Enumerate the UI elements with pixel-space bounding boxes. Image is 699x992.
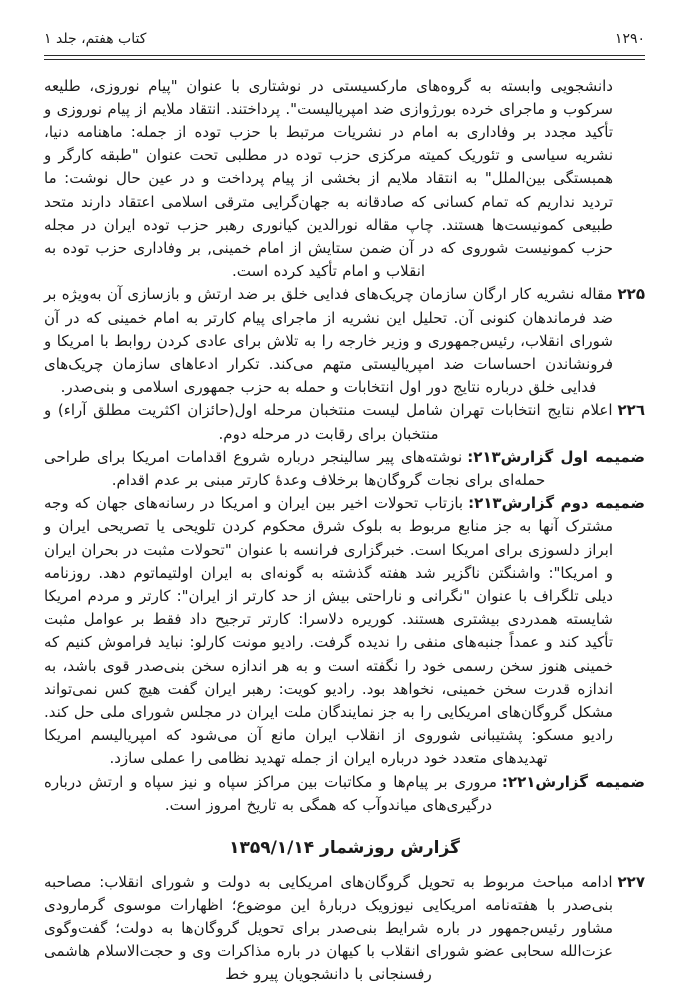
item-number: ۲۲۵ bbox=[617, 285, 645, 304]
appendix-label: ضمیمه گزارش۲۲۱: bbox=[501, 772, 645, 791]
appendix-label: ضمیمه دوم گزارش۲۱۳: bbox=[468, 494, 645, 513]
page-body bbox=[44, 75, 645, 987]
appendix-text: نوشته‌های پیر سالینجر درباره شروع اقدامات امریکا برای طراحی حمله‌ای برای نجات گروگان‌ها برخلاف وعدۀ کارتر مبنی بر عدم اقدام. bbox=[44, 447, 546, 490]
appendix-item-213-1 bbox=[44, 446, 645, 492]
section-heading: گزارش روزشمار ۱۳۵۹/۱/۱۴ bbox=[229, 838, 460, 859]
item-text: اعلام نتایج انتخابات تهران شامل لیست منتخبان مرحله اول(حائزان اکثریت مطلق آراء) و منتخبان برای رقابت در مرحله دوم. bbox=[44, 401, 613, 443]
paragraph-continuation: دانشجویی وابسته به گروه‌های مارکسیستی در نوشتاری با عنوان "پیام نوروزی، طلیعه سرکوب و ماجرای خرده بورژوازی ضد امپریالیست". پرداختند. انتقاد ملایم از پیام نوروزی و تأکید مجدد بر وفاداری به امام در نشریات مرتبط با حزب توده از جمله: ماهنامه دنیا، نشریه سیاسی و تئوریک کمیته مرکزی حزب توده در مطلبی تحت عنوان "طبقه کارگر و همبستگی بین‌الملل" به انتقاد ملایم از بخشی از پیام پرداخت و در عین حال نوشت: ما تردید نداریم که تمام کسانی که صادقانه به جهان‌گرایی مترقی اسلامی اعتقاد دارند متحد طبیعی کمونیست‌ها هستند. چاپ مقاله نورالدین کیانوری رهبر حزب توده ایران در مجله حزب کمونیست شوروی که در آن ضمن ستایش از امام خمینی, بر وفاداری حزب توده به انقلاب و امام تأکید کرده است. bbox=[44, 76, 613, 281]
item-number: ۲۲٦ bbox=[617, 401, 645, 420]
appendix-text: مروری بر پیام‌ها و مکاتبات بین مراکز سپاه و نیز سپاه و ارتش درباره درگیری‌های میاندوآب که همگی به تاریخ امروز است. bbox=[44, 772, 497, 814]
numbered-item-225 bbox=[44, 283, 645, 399]
numbered-item-226 bbox=[44, 399, 645, 445]
book-title: کتاب هفتم، جلد ۱ bbox=[44, 31, 147, 47]
page-header bbox=[44, 30, 645, 55]
item-text: ادامه مباحث مربوط به تحویل گروگان‌های امریکایی به دولت و شورای انقلاب: مصاحبه بنی‌صدر با هفته‌نامه امریکایی نیوزویک دربارۀ این موضوع؛ اظهارات موسوی گرمارودی مشاور رئیس‌جمهور در باره شرایط بنی‌صدر برای تحویل گروگان‌ها به دولت؛ گفت‌وگوی عزت‌الله سحابی عضو شورای انقلاب با کیهان در باره مذاکرات وی و حجت‌الاسلام هاشمی رفسنجانی با دانشجویان پیرو خط bbox=[44, 872, 613, 984]
page-number: ۱۲۹۰ bbox=[614, 31, 645, 47]
item-number: ۲۲۷ bbox=[617, 872, 645, 891]
appendix-label: ضمیمه اول گزارش۲۱۳: bbox=[467, 447, 645, 466]
numbered-item-227 bbox=[44, 871, 645, 987]
appendix-text: بازتاب تحولات اخیر بین ایران و امریکا در رسانه‌های جهان که وجه مشترک آنها به جز منابع مربوط به بلوک شرق محکوم کردن تلویحی یا تصریحی ایران و ابراز دلسوزی برای امریکا است. خبرگزاری فرانسه با عنوان "تحولات مثبت در بحران ایران و امریکا": واشنگتن ناگزیر شد هفته گذشته به گونه‌ای به ایران اولتیماتوم دهد. روزنامه دیلی تلگراف با عنوان "نگرانی و ناراحتی بیش از حد کارتر از ایران": کارتر و مردم امریکا شایسته همدردی بیشتری هستند. کوریره دلاسرا: کارتر ترجیح داد فقط بر عوامل مثبت تأکید کند و عمداً جنبه‌های منفی را ندیده گرفت. رادیو مونت کارلو: نباید فراموش کنیم که خمینی هنوز سخن رسمی خود را نگفته است و به هر اندازه سخن بنی‌صدر قوی باشد، به اندازه قدرت سخن خمینی، نخواهد بود. رادیو کویت: رهبر ایران گفت هیچ کس نمی‌تواند مشکل گروگان‌های امریکایی را به جز نمایندگان ملت ایران در مجلس شورای ملی حل کند. رادیو مسکو: پشتیبانی شوروی از انقلاب ایران مانع آن می‌شود که امپریالیسم امریکا تهدیدهای متعدد خود درباره ایران از جمله تهدید نظامی را عملی سازد. bbox=[44, 494, 613, 768]
appendix-item-221 bbox=[44, 771, 645, 817]
appendix-item-213-2 bbox=[44, 492, 645, 770]
item-text: مقاله نشریه کار ارگان سازمان چریک‌های فدایی خلق بر ضد ارتش و بازسازی آن به‌ویژه بر ضد فرماندهان کنونی آن. تحلیل این نشریه از ماجرای پیام کارتر به امام خمینی که در آن شورای انقلاب، رئیس‌جمهوری و وزیر خارجه را به تلاش برای عادی کردن روابط با امریکا و فرونشاندن احساسات ضد امپریالیستی متهم می‌کند. تکرار ادعاهای سازمان چریک‌های فدایی خلق درباره نتایج دور اول انتخابات و حمله به حزب جمهوری اسلامی و بنی‌صدر. bbox=[44, 285, 613, 397]
header-double-rule bbox=[44, 55, 645, 60]
